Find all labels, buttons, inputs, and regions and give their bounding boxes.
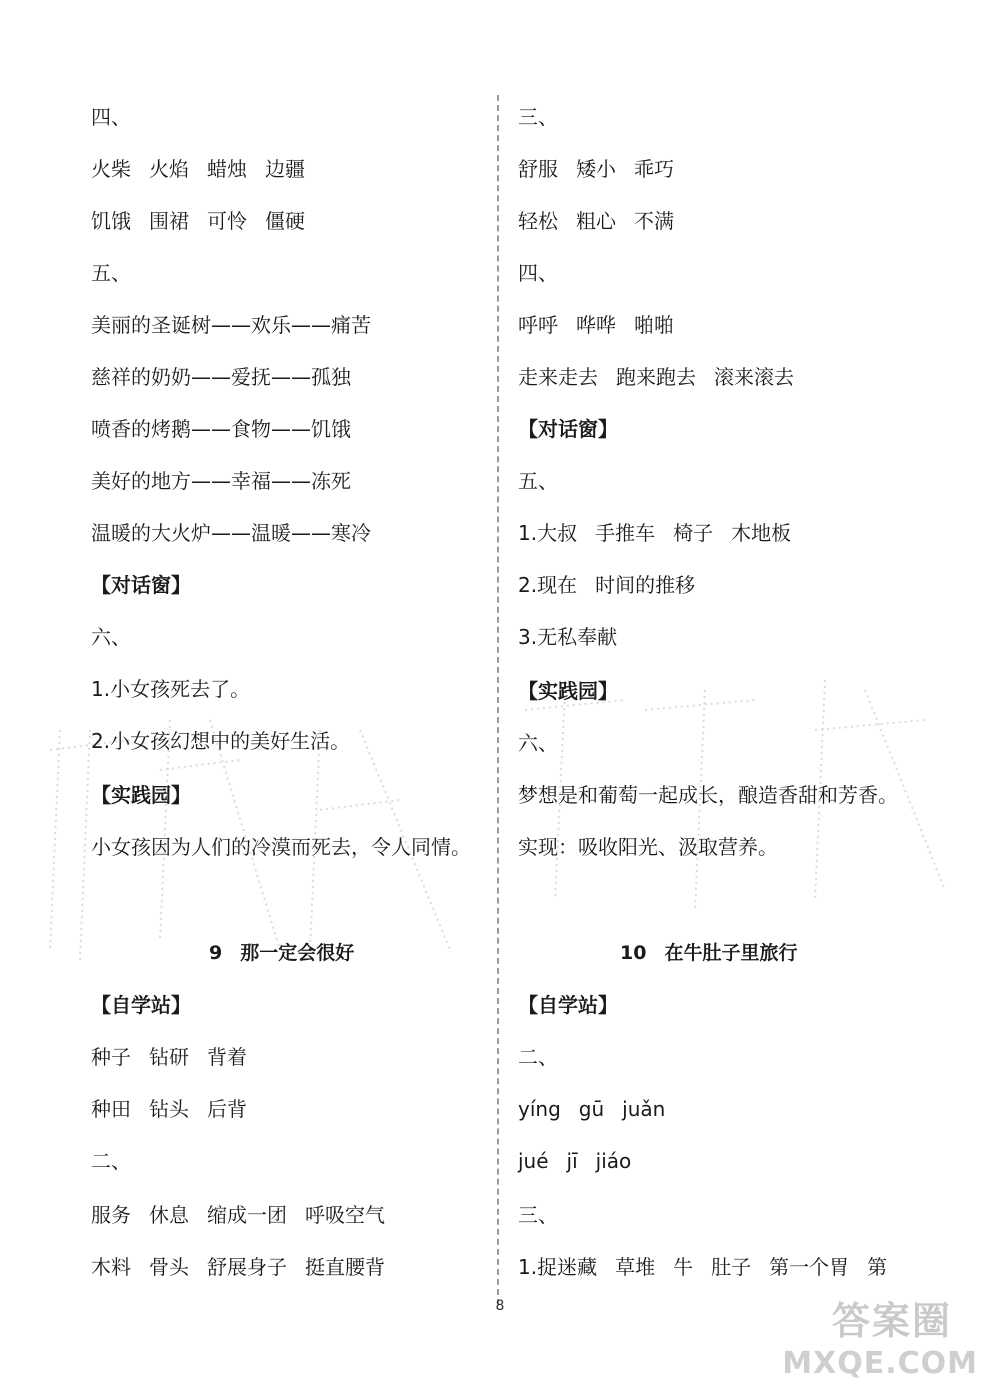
pinyin: jī xyxy=(566,1149,578,1173)
word: 草堆 xyxy=(615,1255,656,1279)
section-five-label: 五、 xyxy=(91,261,131,285)
word-row xyxy=(91,1041,247,1073)
answer-line xyxy=(518,569,695,601)
word: 乖巧 xyxy=(634,157,674,181)
word: 火柴 xyxy=(91,157,131,181)
word-row xyxy=(91,1251,385,1283)
pinyin: yíng xyxy=(518,1097,561,1121)
word: 啪啪 xyxy=(634,313,674,337)
word: 木料 xyxy=(91,1255,131,1279)
word: 时间的推移 xyxy=(595,573,696,597)
section-two-label: 二、 xyxy=(518,1045,558,1069)
pinyin: juǎn xyxy=(622,1097,666,1121)
answer-line: 3.无私奉献 xyxy=(518,625,618,649)
lesson-title: 那一定会很好 xyxy=(240,942,355,964)
word: 钻研 xyxy=(149,1045,189,1069)
answer-line: 梦想是和葡萄一起成长，酿造香甜和芳香。 xyxy=(518,783,898,807)
word: 僵硬 xyxy=(265,209,305,233)
word: 服务 xyxy=(91,1203,131,1227)
word: 轻松 xyxy=(518,209,558,233)
word: 1.捉迷藏 xyxy=(518,1255,598,1279)
word-row xyxy=(518,153,674,185)
word: 蜡烛 xyxy=(207,157,247,181)
word-row xyxy=(91,153,305,185)
word: 围裙 xyxy=(149,209,189,233)
word: 边疆 xyxy=(265,157,305,181)
word: 第 xyxy=(867,1255,888,1279)
word: 休息 xyxy=(149,1203,189,1227)
word: 哗哗 xyxy=(576,313,616,337)
word-row xyxy=(518,205,674,237)
word: 矮小 xyxy=(576,157,616,181)
answer-line xyxy=(518,517,791,549)
dialogue-header: 【对话窗】 xyxy=(91,573,191,597)
watermark-top-text: 答案圈 xyxy=(831,1299,952,1343)
word: 缩成一团 xyxy=(207,1203,287,1227)
word: 木地板 xyxy=(731,521,792,545)
answer-line: 喷香的烤鹅——食物——饥饿 xyxy=(91,417,351,441)
watermark-bottom-text: MXQE.COM xyxy=(782,1346,978,1381)
section-four-label: 四、 xyxy=(91,105,131,129)
section-three-label: 三、 xyxy=(518,1203,558,1227)
word: 背着 xyxy=(207,1045,247,1069)
word-row xyxy=(91,1093,247,1125)
lesson-nine-title xyxy=(209,937,354,969)
word: 舒服 xyxy=(518,157,558,181)
answer-line: 1.小女孩死去了。 xyxy=(91,677,251,701)
word: 钻头 xyxy=(149,1097,189,1121)
lesson-number: 10 xyxy=(620,942,647,964)
practice-header: 【实践园】 xyxy=(518,679,618,703)
word: 种田 xyxy=(91,1097,131,1121)
column-divider xyxy=(497,95,499,1305)
watermark-logo-icon xyxy=(782,1299,990,1389)
word: 可怜 xyxy=(207,209,247,233)
section-four-label: 四、 xyxy=(518,261,558,285)
pinyin-row xyxy=(518,1145,631,1177)
word: 不满 xyxy=(634,209,674,233)
pinyin: gū xyxy=(578,1097,605,1121)
lesson-number: 9 xyxy=(209,942,223,964)
practice-header: 【实践园】 xyxy=(91,783,191,807)
answer-line xyxy=(518,1251,887,1283)
pinyin-row xyxy=(518,1093,665,1125)
word: 舒展身子 xyxy=(207,1255,287,1279)
word: 走来走去 xyxy=(518,365,598,389)
word: 肚子 xyxy=(711,1255,752,1279)
word: 牛 xyxy=(673,1255,694,1279)
word: 粗心 xyxy=(576,209,616,233)
word: 火焰 xyxy=(149,157,189,181)
word: 呼吸空气 xyxy=(305,1203,385,1227)
word: 种子 xyxy=(91,1045,131,1069)
word-row xyxy=(518,309,674,341)
word-row xyxy=(518,361,794,393)
selfstudy-header: 【自学站】 xyxy=(91,993,191,1017)
word: 第一个胃 xyxy=(769,1255,850,1279)
answer-line: 美丽的圣诞树——欢乐——痛苦 xyxy=(91,313,371,337)
section-five-label: 五、 xyxy=(518,469,558,493)
dialogue-header: 【对话窗】 xyxy=(518,417,618,441)
word: 呼呼 xyxy=(518,313,558,337)
word: 挺直腰背 xyxy=(305,1255,385,1279)
section-two-label: 二、 xyxy=(91,1149,131,1173)
lesson-ten-title xyxy=(620,937,797,969)
answer-line: 2.小女孩幻想中的美好生活。 xyxy=(91,729,351,753)
lesson-title: 在牛肚子里旅行 xyxy=(664,942,798,964)
word: 手推车 xyxy=(595,521,656,545)
answer-line: 温暖的大火炉——温暖——寒冷 xyxy=(91,521,371,545)
answer-line: 美好的地方——幸福——冻死 xyxy=(91,469,351,493)
word: 饥饿 xyxy=(91,209,131,233)
pinyin: jiáo xyxy=(595,1149,632,1173)
answer-line: 慈祥的奶奶——爱抚——孤独 xyxy=(91,365,351,389)
practice-text: 小女孩因为人们的冷漠而死去，令人同情。 xyxy=(91,835,471,859)
word: 滚来滚去 xyxy=(714,365,794,389)
section-six-label: 六、 xyxy=(91,625,131,649)
word-row xyxy=(91,205,305,237)
word-row xyxy=(91,1199,385,1231)
page-number: 8 xyxy=(495,1298,505,1314)
pinyin: jué xyxy=(518,1149,549,1173)
word: 后背 xyxy=(207,1097,247,1121)
selfstudy-header: 【自学站】 xyxy=(518,993,618,1017)
word: 1.大叔 xyxy=(518,521,578,545)
word: 骨头 xyxy=(149,1255,189,1279)
word: 跑来跑去 xyxy=(616,365,696,389)
section-six-label: 六、 xyxy=(518,731,558,755)
section-three-label: 三、 xyxy=(518,105,558,129)
answer-line: 实现：吸收阳光、汲取营养。 xyxy=(518,835,778,859)
word: 椅子 xyxy=(673,521,714,545)
word: 2.现在 xyxy=(518,573,578,597)
